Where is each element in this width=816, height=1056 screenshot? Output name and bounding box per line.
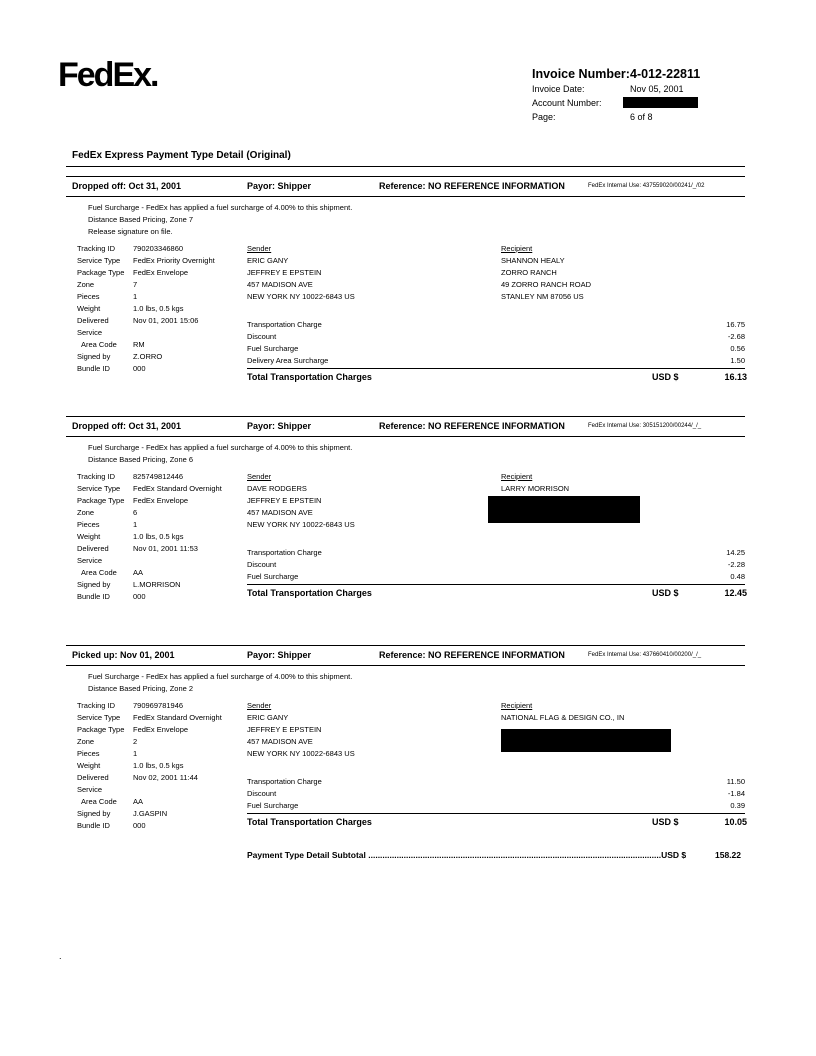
- internal-use: FedEx Internal Use: 437559020/00241/_/02: [588, 183, 705, 189]
- subtotal-label: Payment Type Detail Subtotal: [247, 850, 366, 860]
- reference: Reference: NO REFERENCE INFORMATION: [379, 421, 565, 431]
- field-value-service-type: FedEx Priority Overnight: [133, 256, 215, 265]
- charge-name: Fuel Surcharge: [247, 572, 299, 581]
- page-label: Page:: [532, 112, 556, 122]
- subtotal-value: 158.22: [711, 850, 741, 860]
- field-label-delivered: Delivered: [77, 773, 109, 782]
- charge-value: 0.48: [730, 572, 745, 581]
- field-label-tracking: Tracking ID: [77, 472, 116, 481]
- field-label-service-type: Service Type: [77, 256, 121, 265]
- charge-row: [247, 319, 745, 331]
- recipient-heading: Recipient: [501, 244, 533, 253]
- field-label-bundle: Bundle ID: [77, 364, 110, 373]
- shipment-note: Fuel Surcharge - FedEx has applied a fuel surcharge of 4.00% to this shipment.: [88, 203, 353, 212]
- sender-heading: Sender: [247, 701, 272, 710]
- drop-date: Dropped off: Oct 31, 2001: [72, 421, 182, 431]
- total-currency: USD $: [652, 372, 679, 382]
- invoice-number-row: [532, 67, 700, 81]
- field-label-delivered: Delivered: [77, 544, 109, 553]
- sender-line: 457 MADISON AVE: [247, 737, 313, 746]
- page-row: [532, 112, 653, 122]
- page-number: 6 of 8: [630, 112, 653, 122]
- field-value-pieces: 1: [133, 520, 138, 529]
- account-number-row: [532, 98, 630, 108]
- field-label-signed-by: Signed by: [77, 580, 111, 589]
- field-label-service-type: Service Type: [77, 713, 121, 722]
- field-value-bundle: 000: [133, 592, 146, 601]
- field-value-bundle: 000: [133, 364, 146, 373]
- field-label-area-code: Area Code: [81, 568, 117, 577]
- sender-line: 457 MADISON AVE: [247, 280, 313, 289]
- field-label-zone: Zone: [77, 737, 95, 746]
- charge-name: Discount: [247, 789, 277, 798]
- sender-line: JEFFREY E EPSTEIN: [247, 496, 322, 505]
- sender-heading: Sender: [247, 244, 272, 253]
- payor: Payor: Shipper: [247, 421, 312, 431]
- field-value-tracking: 790203346860: [133, 244, 184, 253]
- recipient-line: STANLEY NM 87056 US: [501, 292, 584, 301]
- charges-list: [247, 547, 745, 583]
- field-label-zone: Zone: [77, 508, 95, 517]
- field-label-package-type: Package Type: [77, 725, 125, 734]
- charge-name: Delivery Area Surcharge: [247, 356, 329, 365]
- sender-line: JEFFREY E EPSTEIN: [247, 725, 322, 734]
- sender-line: NEW YORK NY 10022-6843 US: [247, 749, 355, 758]
- field-label-package-type: Package Type: [77, 496, 125, 505]
- recipient-line: 49 ZORRO RANCH ROAD: [501, 280, 592, 289]
- payor: Payor: Shipper: [247, 181, 312, 191]
- field-label-service: Service: [77, 556, 103, 565]
- field-label-service: Service: [77, 328, 103, 337]
- charge-value: -2.68: [727, 332, 745, 341]
- field-value-pieces: 1: [133, 749, 138, 758]
- charge-row: [247, 343, 745, 355]
- field-value-bundle: 000: [133, 821, 146, 830]
- recipient-redaction: [501, 729, 671, 752]
- field-label-area-code: Area Code: [81, 340, 117, 349]
- charges-rule: [247, 813, 745, 814]
- charge-row: [247, 571, 745, 583]
- logo-text: FedEx: [58, 56, 151, 94]
- charge-row: [247, 559, 745, 571]
- field-value-tracking: 825749812446: [133, 472, 184, 481]
- internal-use: FedEx Internal Use: 305151200/00244/_/_: [588, 423, 702, 429]
- section-header-rule: [66, 436, 745, 437]
- sender-line: JEFFREY E EPSTEIN: [247, 268, 322, 277]
- charge-row: [247, 800, 745, 812]
- field-label-signed-by: Signed by: [77, 809, 111, 818]
- field-label-weight: Weight: [77, 304, 101, 313]
- field-label-pieces: Pieces: [77, 520, 100, 529]
- sender-line: ERIC GANY: [247, 256, 289, 265]
- charge-name: Discount: [247, 332, 277, 341]
- fedex-logo: [58, 56, 158, 95]
- charges-rule: [247, 584, 745, 585]
- field-value-service-type: FedEx Standard Overnight: [133, 484, 222, 493]
- sender-line: ERIC GANY: [247, 713, 289, 722]
- charge-name: Discount: [247, 560, 277, 569]
- field-value-area-code: RM: [133, 340, 145, 349]
- total-currency: USD $: [652, 588, 679, 598]
- field-label-bundle: Bundle ID: [77, 592, 110, 601]
- account-number-redaction: [623, 97, 698, 108]
- sender-line: NEW YORK NY 10022-6843 US: [247, 292, 355, 301]
- account-number-label: Account Number:: [532, 98, 602, 108]
- total-value: 12.45: [724, 588, 747, 598]
- recipient-heading: Recipient: [501, 701, 533, 710]
- sender-line: NEW YORK NY 10022-6843 US: [247, 520, 355, 529]
- recipient-line: SHANNON HEALY: [501, 256, 565, 265]
- invoice-number: 4-012-22811: [630, 67, 701, 81]
- field-label-delivered: Delivered: [77, 316, 109, 325]
- field-label-tracking: Tracking ID: [77, 701, 116, 710]
- charge-row: [247, 788, 745, 800]
- drop-date: Picked up: Nov 01, 2001: [72, 650, 175, 660]
- field-value-weight: 1.0 lbs, 0.5 kgs: [133, 532, 184, 541]
- charge-name: Transportation Charge: [247, 548, 322, 557]
- shipment-note: Fuel Surcharge - FedEx has applied a fuel surcharge of 4.00% to this shipment.: [88, 443, 353, 452]
- field-value-signed-by: Z.ORRO: [133, 352, 163, 361]
- charge-name: Transportation Charge: [247, 320, 322, 329]
- charge-value: 14.25: [726, 548, 745, 557]
- footnote-mark: .: [59, 951, 62, 961]
- recipient-redaction: [488, 496, 640, 523]
- charge-name: Fuel Surcharge: [247, 801, 299, 810]
- field-value-area-code: AA: [133, 568, 144, 577]
- charge-value: 16.75: [726, 320, 745, 329]
- field-value-zone: 6: [133, 508, 138, 517]
- charges-list: [247, 776, 745, 812]
- field-value-area-code: AA: [133, 797, 144, 806]
- field-label-area-code: Area Code: [81, 797, 117, 806]
- field-label-zone: Zone: [77, 280, 95, 289]
- field-value-delivered: Nov 01, 2001 11:53: [133, 544, 198, 553]
- invoice-date: Nov 05, 2001: [630, 84, 684, 94]
- title-divider: [66, 166, 745, 167]
- field-label-bundle: Bundle ID: [77, 821, 110, 830]
- sender-heading: Sender: [247, 472, 272, 481]
- field-label-signed-by: Signed by: [77, 352, 111, 361]
- field-label-pieces: Pieces: [77, 749, 100, 758]
- field-label-weight: Weight: [77, 532, 101, 541]
- field-label-package-type: Package Type: [77, 268, 125, 277]
- charge-row: [247, 776, 745, 788]
- charge-name: Fuel Surcharge: [247, 344, 299, 353]
- field-value-weight: 1.0 lbs, 0.5 kgs: [133, 304, 184, 313]
- field-value-package-type: FedEx Envelope: [133, 725, 189, 734]
- invoice-number-label: Invoice Number:: [532, 67, 630, 81]
- section-header-rule: [66, 665, 745, 666]
- field-value-delivered: Nov 02, 2001 11:44: [133, 773, 198, 782]
- field-value-service-type: FedEx Standard Overnight: [133, 713, 222, 722]
- field-value-signed-by: L.MORRISON: [133, 580, 181, 589]
- shipment-note: Fuel Surcharge - FedEx has applied a fuel surcharge of 4.00% to this shipment.: [88, 672, 353, 681]
- field-label-tracking: Tracking ID: [77, 244, 116, 253]
- field-value-zone: 7: [133, 280, 138, 289]
- section-header-rule: [66, 196, 745, 197]
- charge-row: [247, 355, 745, 367]
- sender-line: 457 MADISON AVE: [247, 508, 313, 517]
- field-value-delivered: Nov 01, 2001 15:06: [133, 316, 199, 325]
- total-label: Total Transportation Charges: [247, 372, 372, 382]
- charge-value: 0.56: [730, 344, 745, 353]
- invoice-date-row: [532, 84, 684, 94]
- field-value-package-type: FedEx Envelope: [133, 496, 189, 505]
- field-value-weight: 1.0 lbs, 0.5 kgs: [133, 761, 184, 770]
- charge-value: -1.84: [727, 789, 745, 798]
- charge-value: -2.28: [727, 560, 745, 569]
- total-currency: USD $: [652, 817, 679, 827]
- invoice-date-label: Invoice Date:: [532, 84, 585, 94]
- field-label-service-type: Service Type: [77, 484, 121, 493]
- total-label: Total Transportation Charges: [247, 588, 372, 598]
- recipient-heading: Recipient: [501, 472, 533, 481]
- field-label-service: Service: [77, 785, 103, 794]
- subtotal-currency: USD $: [661, 850, 687, 860]
- recipient-line: LARRY MORRISON: [501, 484, 570, 493]
- internal-use: FedEx Internal Use: 437660410/00200/_/_: [588, 652, 702, 658]
- shipment-note: Release signature on file.: [88, 227, 173, 236]
- field-label-pieces: Pieces: [77, 292, 100, 301]
- shipment-note: Distance Based Pricing, Zone 7: [88, 215, 194, 224]
- page-title: FedEx Express Payment Type Detail (Original): [72, 150, 291, 161]
- field-value-package-type: FedEx Envelope: [133, 268, 189, 277]
- payor: Payor: Shipper: [247, 650, 312, 660]
- total-label: Total Transportation Charges: [247, 817, 372, 827]
- subtotal-leader: ............................................................................................................................: [368, 850, 662, 860]
- recipient-line: ZORRO RANCH: [501, 268, 557, 277]
- charge-row: [247, 331, 745, 343]
- charge-value: 11.50: [726, 777, 745, 786]
- section-top-rule: [66, 645, 745, 646]
- charge-value: 0.39: [730, 801, 745, 810]
- section-top-rule: [66, 416, 745, 417]
- payment-subtotal: [247, 850, 741, 860]
- charges-rule: [247, 368, 745, 369]
- reference: Reference: NO REFERENCE INFORMATION: [379, 181, 565, 191]
- shipment-note: Distance Based Pricing, Zone 6: [88, 455, 194, 464]
- charge-name: Transportation Charge: [247, 777, 322, 786]
- charge-row: [247, 547, 745, 559]
- sender-line: DAVE RODGERS: [247, 484, 307, 493]
- field-value-signed-by: J.GASPIN: [133, 809, 168, 818]
- drop-date: Dropped off: Oct 31, 2001: [72, 181, 182, 191]
- recipient-line: NATIONAL FLAG & DESIGN CO., IN: [501, 713, 625, 722]
- total-value: 10.05: [724, 817, 747, 827]
- charge-value: 1.50: [730, 356, 745, 365]
- field-value-zone: 2: [133, 737, 138, 746]
- shipment-note: Distance Based Pricing, Zone 2: [88, 684, 194, 693]
- charges-list: [247, 319, 745, 367]
- total-value: 16.13: [724, 372, 747, 382]
- field-label-weight: Weight: [77, 761, 101, 770]
- field-value-tracking: 790969781946: [133, 701, 184, 710]
- reference: Reference: NO REFERENCE INFORMATION: [379, 650, 565, 660]
- field-value-pieces: 1: [133, 292, 138, 301]
- section-top-rule: [66, 176, 745, 177]
- logo-dot: .: [150, 56, 158, 94]
